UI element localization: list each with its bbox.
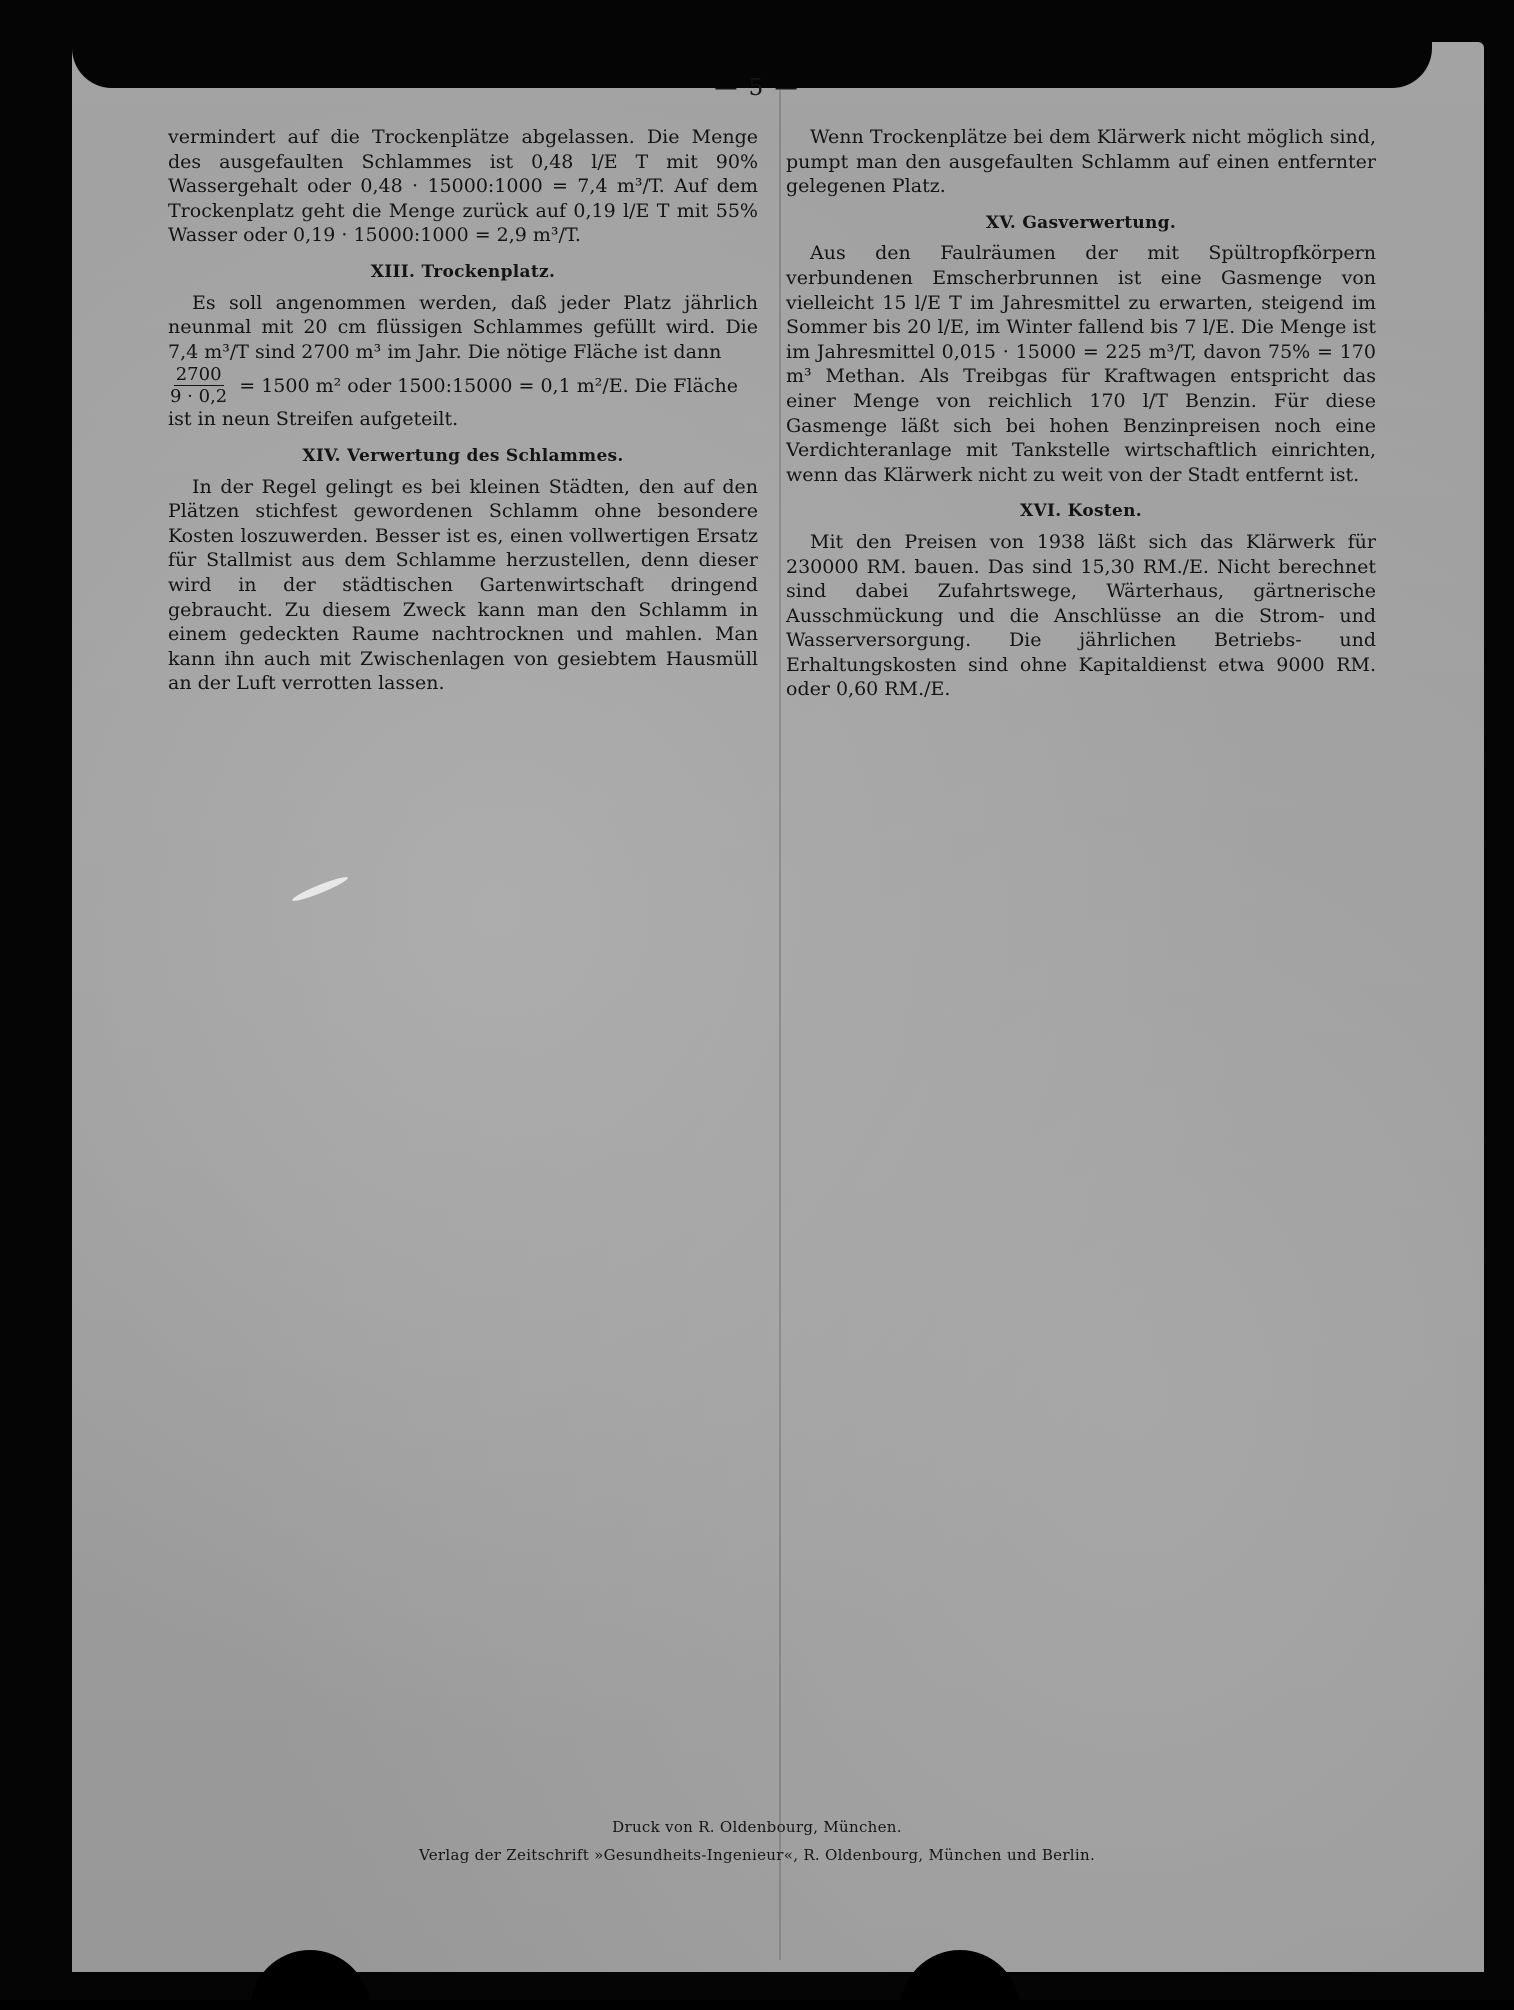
formula-denominator: 9 · 0,2 xyxy=(170,386,228,408)
formula-fraction xyxy=(168,364,229,407)
formula-numerator: 2700 xyxy=(175,364,222,386)
paragraph-gas-use: Aus den Faulräumen der mit Spültropfkörpern verbundenen Emscherbrunnen ist eine Gasmenge von vielleicht 15 l/E T im Jahresmittel zu erwarten, steigend im Sommer bis 20 l/E, im Winter fallend bis 7 l/E. Die Menge ist im Jahresmittel 0,015 · 15000 = 225 m³/T, davon 75% = 170 m³ Methan. Als Treibgas für Kraftwagen entspricht das einer Menge von reichlich 170 l/T Benzin. Für diese Gasmenge läßt sich bei hohen Benzinpreisen noch eine Verdichteranlage mit Tankstelle wirtschaftlich einrichten, wenn das Klärwerk nicht zu weit von der Stadt entfernt ist. xyxy=(786,242,1376,486)
paragraph-drying-bed: Es soll angenommen werden, daß jeder Platz jährlich neunmal mit 20 cm flüssigen Schlammes gefüllt wird. Die 7,4 m³/T sind 2700 m³ im Jahr. Die nötige Fläche ist dann xyxy=(168,291,758,363)
publisher-imprint: Verlag der Zeitschrift »Gesundheits-Ingenieur«, R. Oldenbourg, München und Berlin. xyxy=(418,1846,1096,1864)
heading-xvi-kosten: XVI. Kosten. xyxy=(1019,501,1143,522)
formula-result: = 1500 m² oder 1500:15000 = 0,1 m²/E. Die Fläche xyxy=(239,374,738,397)
paragraph-costs: Mit den Preisen von 1938 läßt sich das Klärwerk für 230000 RM. bauen. Das sind 15,30 RM./E. Nicht berechnet sind dabei Zufahrtswege, Wärterhaus, gärtnerische Ausschmückung und die Anschlüsse an die Strom- und Wasserversorgung. Die jährlichen Betriebs- und Erhaltungskosten sind ohne Kapitaldienst etwa 9000 RM. oder 0,60 RM./E. xyxy=(786,530,1376,701)
paragraph-pumping: Wenn Trockenplätze bei dem Klärwerk nicht möglich sind, pumpt man den ausgefaulten Schlamm auf einen entfernter gelegenen Platz. xyxy=(786,126,1376,198)
page-fold-line xyxy=(779,90,781,1960)
paragraph-drying-bed-end: ist in neun Streifen aufgeteilt. xyxy=(168,408,459,431)
heading-xiv-verwertung: XIV. Verwertung des Schlammes. xyxy=(302,445,624,466)
heading-xiii-trockenplatz: XIII. Trockenplatz. xyxy=(370,261,556,282)
left-column xyxy=(168,125,758,696)
printer-imprint: Druck von R. Oldenbourg, München. xyxy=(612,1818,902,1836)
right-column xyxy=(786,125,1376,702)
paragraph-sludge-use: In der Regel gelingt es bei kleinen Städten, den auf den Plätzen stichfest gewordenen Schlamm ohne besondere Kosten loszuwerden. Besser ist es, einen vollwertigen Ersatz für Stallmist aus dem Schlamme herzustellen, denn dieser wird in der städtischen Gartenwirtschaft dringend gebraucht. Zu diesem Zweck kann man den Schlamm in einem gedeckten Raume nachtrocknen und mahlen. Man kann ihn auch mit Zwischenlagen von gesiebtem Hausmüll an der Luft verrotten lassen. xyxy=(168,475,758,695)
heading-xv-gasverwertung: XV. Gasverwertung. xyxy=(985,212,1177,233)
paragraph-sludge-drainage: vermindert auf die Trockenplätze abgelassen. Die Menge des ausgefaulten Schlammes ist 0,48 l/E T mit 90% Wassergehalt oder 0,48 · 15000:1000 = 7,4 m³/T. Auf dem Trockenplatz geht die Menge zurück auf 0,19 l/E T mit 55% Wasser oder 0,19 · 15000:1000 = 2,9 m³/T. xyxy=(168,126,758,247)
page-number: — 5 — xyxy=(714,75,800,101)
area-formula xyxy=(168,364,758,407)
